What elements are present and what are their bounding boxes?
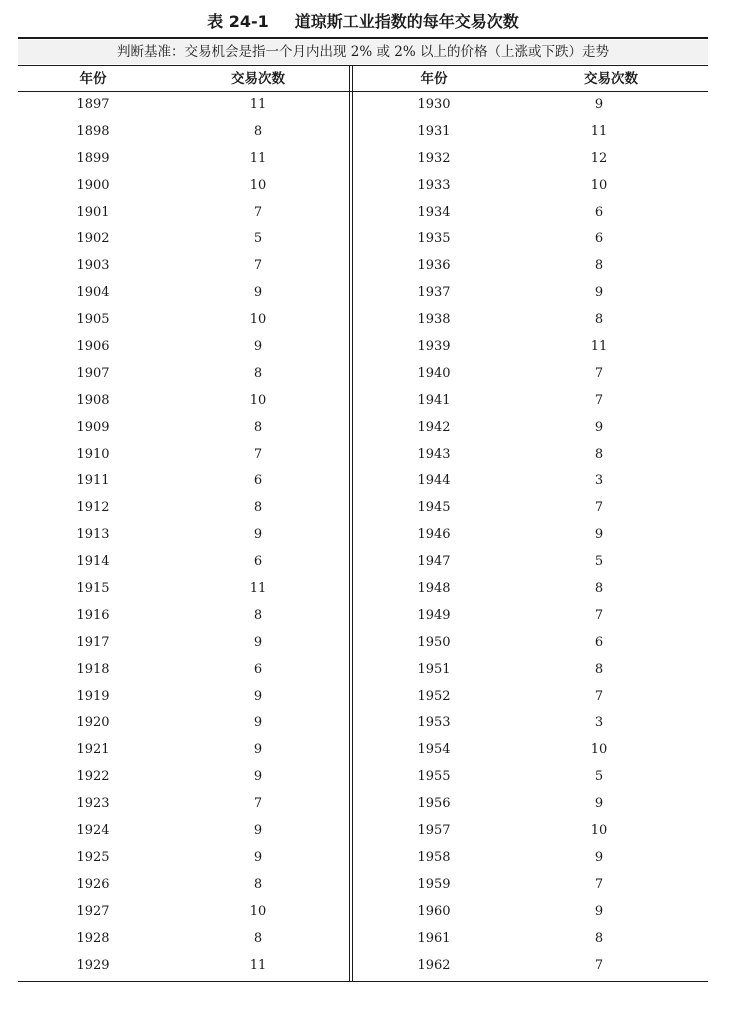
year-cell: 1933 xyxy=(417,177,451,193)
table-row xyxy=(18,307,348,334)
table-row xyxy=(18,173,348,200)
year-cell: 1955 xyxy=(417,769,451,785)
year-cell: 1946 xyxy=(417,527,451,543)
year-cell: 1904 xyxy=(76,285,110,301)
table-row xyxy=(354,200,708,227)
count-cell: 7 xyxy=(594,688,604,704)
count-cell: 10 xyxy=(590,823,608,839)
table-row xyxy=(354,92,708,119)
count-cell: 9 xyxy=(594,419,604,435)
year-cell: 1915 xyxy=(76,581,110,597)
count-cell: 8 xyxy=(594,930,604,946)
table-row xyxy=(18,953,348,980)
table-row xyxy=(354,468,708,495)
year-cell: 1929 xyxy=(76,957,110,973)
year-cell: 1900 xyxy=(76,177,110,193)
table-row xyxy=(18,657,348,684)
table-row xyxy=(18,119,348,146)
count-cell: 8 xyxy=(594,661,604,677)
table-row xyxy=(18,146,348,173)
count-cell: 3 xyxy=(594,473,604,489)
table-row xyxy=(354,280,708,307)
year-cell: 1945 xyxy=(417,500,451,516)
count-cell: 10 xyxy=(249,903,267,919)
table-row xyxy=(354,415,708,442)
count-cell: 7 xyxy=(594,392,604,408)
top-rule xyxy=(18,37,708,39)
year-cell: 1940 xyxy=(417,365,451,381)
count-cell: 9 xyxy=(594,903,604,919)
year-cell: 1936 xyxy=(417,258,451,274)
count-cell: 9 xyxy=(594,97,604,112)
table-row xyxy=(354,657,708,684)
table-row xyxy=(18,576,348,603)
year-cell: 1953 xyxy=(417,715,451,731)
bottom-rule xyxy=(18,981,708,982)
year-cell: 1949 xyxy=(417,607,451,623)
year-cell: 1935 xyxy=(417,231,451,247)
count-cell: 9 xyxy=(594,527,604,543)
table-row xyxy=(18,442,348,469)
count-cell: 9 xyxy=(253,769,263,785)
table-row xyxy=(18,872,348,899)
year-cell: 1923 xyxy=(76,796,110,812)
table-row xyxy=(354,495,708,522)
count-cell: 8 xyxy=(594,312,604,328)
table-row xyxy=(18,710,348,737)
count-cell: 9 xyxy=(253,849,263,865)
year-cell: 1941 xyxy=(417,392,451,408)
year-cell: 1961 xyxy=(417,930,451,946)
year-cell: 1962 xyxy=(417,957,451,973)
year-cell: 1942 xyxy=(417,419,451,435)
year-cell: 1922 xyxy=(76,769,110,785)
year-cell: 1938 xyxy=(417,312,451,328)
year-cell: 1913 xyxy=(76,527,110,543)
year-cell: 1928 xyxy=(76,930,110,946)
table-row xyxy=(354,226,708,253)
table-row xyxy=(18,791,348,818)
header-count-left: 交易次数 xyxy=(231,71,285,87)
count-cell: 3 xyxy=(594,715,604,731)
table-row xyxy=(18,845,348,872)
table-row xyxy=(354,684,708,711)
table-row xyxy=(354,818,708,845)
table-row xyxy=(354,334,708,361)
left-table-body xyxy=(18,92,348,980)
table-title xyxy=(18,10,708,34)
table-row xyxy=(18,737,348,764)
count-cell: 5 xyxy=(594,769,604,785)
count-cell: 11 xyxy=(249,97,267,112)
year-cell: 1930 xyxy=(417,97,451,112)
year-cell: 1898 xyxy=(76,123,110,139)
year-cell: 1919 xyxy=(76,688,110,704)
table-row xyxy=(354,953,708,980)
year-cell: 1956 xyxy=(417,796,451,812)
year-cell: 1897 xyxy=(76,97,110,112)
table-row xyxy=(354,710,708,737)
year-cell: 1952 xyxy=(417,688,451,704)
table-row xyxy=(18,415,348,442)
year-cell: 1901 xyxy=(76,204,110,220)
count-cell: 8 xyxy=(253,500,263,516)
year-cell: 1921 xyxy=(76,742,110,758)
table-row xyxy=(18,818,348,845)
count-cell: 8 xyxy=(253,876,263,892)
count-cell: 9 xyxy=(253,339,263,355)
count-cell: 6 xyxy=(594,231,604,247)
count-cell: 8 xyxy=(253,930,263,946)
count-cell: 7 xyxy=(253,204,263,220)
table-row xyxy=(18,495,348,522)
table-row xyxy=(354,603,708,630)
count-cell: 9 xyxy=(253,527,263,543)
year-cell: 1918 xyxy=(76,661,110,677)
year-cell: 1934 xyxy=(417,204,451,220)
count-cell: 9 xyxy=(594,849,604,865)
year-cell: 1950 xyxy=(417,634,451,650)
table-row xyxy=(18,764,348,791)
table-row xyxy=(18,226,348,253)
year-cell: 1959 xyxy=(417,876,451,892)
year-cell: 1910 xyxy=(76,446,110,462)
table-row xyxy=(354,146,708,173)
year-cell: 1927 xyxy=(76,903,110,919)
table-row xyxy=(18,926,348,953)
table-row xyxy=(18,603,348,630)
year-cell: 1960 xyxy=(417,903,451,919)
year-cell: 1937 xyxy=(417,285,451,301)
count-cell: 6 xyxy=(253,554,263,570)
count-cell: 6 xyxy=(253,473,263,489)
count-cell: 9 xyxy=(594,796,604,812)
year-cell: 1920 xyxy=(76,715,110,731)
count-cell: 7 xyxy=(594,957,604,973)
count-cell: 7 xyxy=(594,500,604,516)
count-cell: 11 xyxy=(249,150,267,166)
count-cell: 8 xyxy=(253,419,263,435)
table-row xyxy=(18,684,348,711)
table-number: 表 24-1 xyxy=(207,12,269,31)
year-cell: 1916 xyxy=(76,607,110,623)
year-cell: 1948 xyxy=(417,581,451,597)
header-year-left: 年份 xyxy=(79,71,107,87)
count-cell: 6 xyxy=(594,634,604,650)
year-cell: 1932 xyxy=(417,150,451,166)
table-row xyxy=(354,307,708,334)
year-cell: 1899 xyxy=(76,150,110,166)
count-cell: 9 xyxy=(594,285,604,301)
table-title-text: 道琼斯工业指数的每年交易次数 xyxy=(294,12,519,31)
count-cell: 11 xyxy=(249,957,267,973)
count-cell: 5 xyxy=(594,554,604,570)
column-divider xyxy=(352,66,353,982)
count-cell: 7 xyxy=(253,258,263,274)
year-cell: 1917 xyxy=(76,634,110,650)
table-row xyxy=(18,899,348,926)
count-cell: 9 xyxy=(253,634,263,650)
count-cell: 7 xyxy=(253,446,263,462)
table-row xyxy=(18,468,348,495)
year-cell: 1926 xyxy=(76,876,110,892)
table-row xyxy=(354,173,708,200)
year-cell: 1939 xyxy=(417,339,451,355)
table-row xyxy=(18,361,348,388)
count-cell: 9 xyxy=(253,285,263,301)
year-cell: 1925 xyxy=(76,849,110,865)
year-cell: 1944 xyxy=(417,473,451,489)
table-row xyxy=(354,119,708,146)
year-cell: 1906 xyxy=(76,339,110,355)
right-table-body xyxy=(354,92,708,980)
count-cell: 11 xyxy=(590,339,608,355)
table-row xyxy=(18,334,348,361)
count-cell: 7 xyxy=(253,796,263,812)
criterion-note: 判断基准：交易机会是指一个月内出现 2% 或 2% 以上的价格（上涨或下跌）走势 xyxy=(18,40,708,64)
header-year-right: 年份 xyxy=(420,71,448,87)
count-cell: 11 xyxy=(590,123,608,139)
year-cell: 1947 xyxy=(417,554,451,570)
table-row xyxy=(354,522,708,549)
count-cell: 10 xyxy=(590,177,608,193)
count-cell: 6 xyxy=(253,661,263,677)
table-row xyxy=(18,92,348,119)
count-cell: 5 xyxy=(253,231,263,247)
table-row xyxy=(354,576,708,603)
count-cell: 9 xyxy=(253,688,263,704)
year-cell: 1907 xyxy=(76,365,110,381)
year-cell: 1958 xyxy=(417,849,451,865)
count-cell: 10 xyxy=(249,312,267,328)
count-cell: 6 xyxy=(594,204,604,220)
year-cell: 1951 xyxy=(417,661,451,677)
count-cell: 7 xyxy=(594,876,604,892)
year-cell: 1914 xyxy=(76,554,110,570)
year-cell: 1909 xyxy=(76,419,110,435)
year-cell: 1903 xyxy=(76,258,110,274)
table-row xyxy=(354,442,708,469)
count-cell: 11 xyxy=(249,581,267,597)
count-cell: 8 xyxy=(594,581,604,597)
table-row xyxy=(354,253,708,280)
year-cell: 1954 xyxy=(417,742,451,758)
table-row xyxy=(354,926,708,953)
year-cell: 1902 xyxy=(76,231,110,247)
table-row xyxy=(18,280,348,307)
year-cell: 1924 xyxy=(76,823,110,839)
table-row xyxy=(354,737,708,764)
table-row xyxy=(354,630,708,657)
table-row xyxy=(18,522,348,549)
count-cell: 8 xyxy=(253,365,263,381)
count-cell: 12 xyxy=(590,150,608,166)
table-row xyxy=(354,845,708,872)
count-cell: 8 xyxy=(594,258,604,274)
table-row xyxy=(18,200,348,227)
count-cell: 10 xyxy=(590,742,608,758)
year-cell: 1911 xyxy=(76,473,110,489)
header-count-right: 交易次数 xyxy=(584,71,638,87)
count-cell: 7 xyxy=(594,365,604,381)
count-cell: 7 xyxy=(594,607,604,623)
count-cell: 8 xyxy=(253,607,263,623)
count-cell: 9 xyxy=(253,715,263,731)
table-row xyxy=(18,388,348,415)
table-row xyxy=(354,388,708,415)
table-row xyxy=(18,549,348,576)
table-row xyxy=(354,791,708,818)
count-cell: 10 xyxy=(249,392,267,408)
table-row xyxy=(18,253,348,280)
column-divider xyxy=(349,66,350,982)
table-row xyxy=(354,549,708,576)
count-cell: 8 xyxy=(594,446,604,462)
year-cell: 1912 xyxy=(76,500,110,516)
year-cell: 1943 xyxy=(417,446,451,462)
year-cell: 1905 xyxy=(76,312,110,328)
count-cell: 9 xyxy=(253,823,263,839)
table-row xyxy=(354,361,708,388)
count-cell: 10 xyxy=(249,177,267,193)
count-cell: 9 xyxy=(253,742,263,758)
year-cell: 1931 xyxy=(417,123,451,139)
count-cell: 8 xyxy=(253,123,263,139)
table-row xyxy=(354,872,708,899)
table-row xyxy=(354,899,708,926)
table-row xyxy=(354,764,708,791)
table-row xyxy=(18,630,348,657)
year-cell: 1957 xyxy=(417,823,451,839)
year-cell: 1908 xyxy=(76,392,110,408)
